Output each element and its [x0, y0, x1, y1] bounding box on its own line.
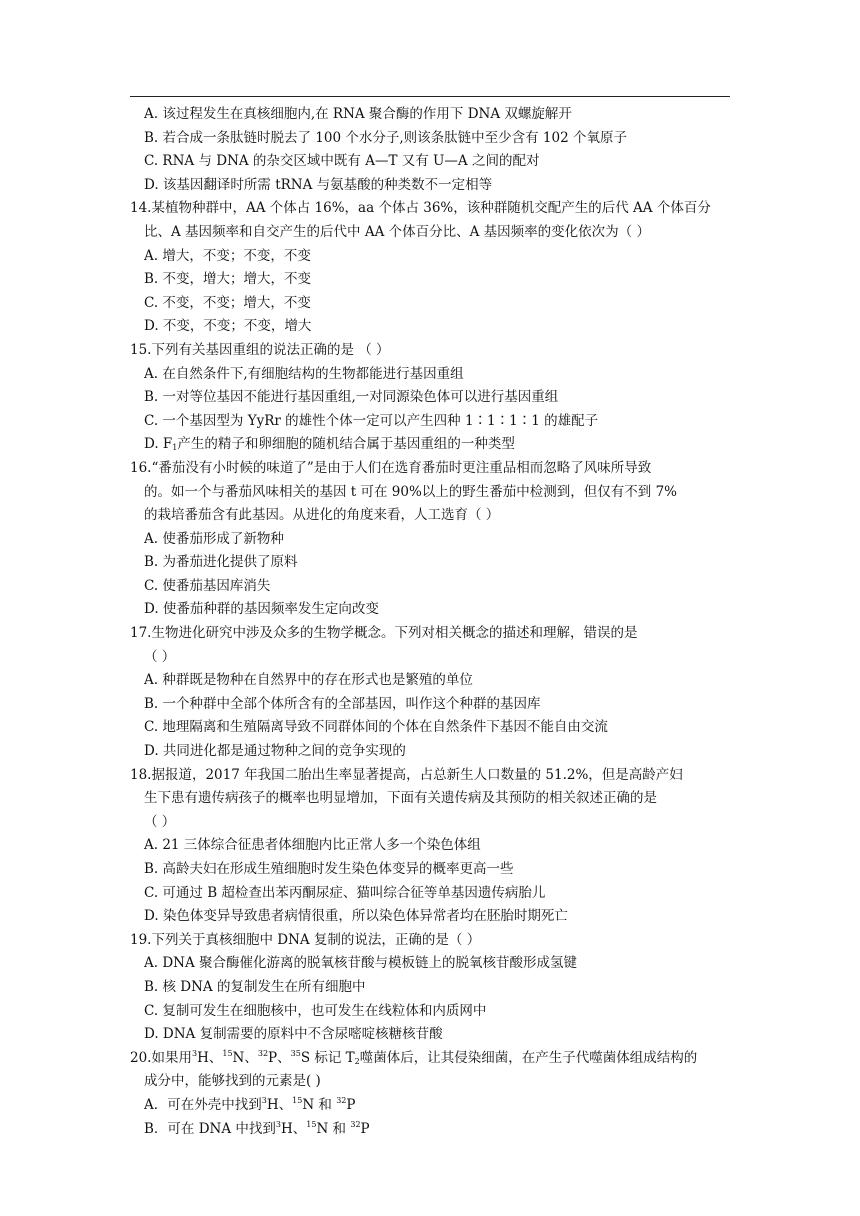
q16-option-a: A. 使番茄形成了新物种 [144, 530, 284, 547]
q15-option-c: C. 一个基因型为 YyRr 的雄性个体一定可以产生四种 1∶1∶1∶1 的雄配子 [144, 412, 599, 429]
q14-option-a: A. 增大，不变；不变，不变 [144, 247, 311, 264]
question-15 [130, 339, 735, 457]
exam-content [130, 103, 735, 1141]
q14-option-c: C. 不变，不变；增大，不变 [144, 294, 311, 311]
q15-stem: 15.下列有关基因重组的说法正确的是 （ ） [130, 341, 390, 358]
q18-option-c: C. 可通过 B 超检查出苯丙酮尿症、猫叫综合征等单基因遗传病胎儿 [144, 884, 546, 901]
q14-stem-line-2: 比、A 基因频率和自交产生的后代中 AA 个体百分比、A 基因频率的变化依次为（ ） [144, 223, 650, 240]
q15-option-b: B. 一对等位基因不能进行基因重组,一对同源染色体可以进行基因重组 [144, 389, 559, 406]
question-13-options [130, 103, 735, 197]
q19-option-d: D. DNA 复制需要的原料中不含尿嘧啶核糖核苷酸 [144, 1026, 443, 1043]
q14-option-d: D. 不变，不变；不变，增大 [144, 318, 312, 335]
q16-option-d: D. 使番茄种群的基因频率发生定向改变 [144, 601, 379, 618]
q20-stem-line-1: 20.如果用$^3$H、$^{15}$N、$^{32}$P、$^{35}$S 标记 $T_2$噬菌体后，让其侵染细菌，在产生子代噬菌体组成结构的 [130, 1048, 698, 1066]
q19-stem: 19.下列关于真核细胞中 DNA 复制的说法，正确的是（ ） [130, 931, 481, 948]
q13-option-b: B. 若合成一条肽链时脱去了 100 个水分子,则该条肽链中至少含有 102 个氧原子 [144, 129, 627, 146]
q19-option-b: B. 核 DNA 的复制发生在所有细胞中 [144, 978, 366, 995]
q17-stem-line-2: （ ） [144, 648, 176, 665]
q20-option-a: A．可在外壳中找到$^3$H、$^{15}$N 和 $^{32}$P [144, 1095, 356, 1113]
q17-option-d: D. 共同进化都是通过物种之间的竞争实现的 [144, 743, 406, 760]
question-20 [130, 1047, 735, 1141]
question-16 [130, 457, 735, 622]
q15-option-d: D. $F_1$产生的精子和卵细胞的随机结合属于基因重组的一种类型 [144, 436, 515, 453]
q19-option-a: A. DNA 聚合酶催化游离的脱氧核苷酸与模板链上的脱氧核苷酸形成氢键 [144, 955, 578, 972]
header-rule [130, 96, 730, 97]
q18-stem-line-1: 18.据报道，2017 年我国二胎出生率显著提高，占总新生人口数量的 51.2%，但是高龄产妇 [130, 766, 683, 783]
q16-stem-line-3: 的栽培番茄含有此基因。从进化的角度来看，人工选育（ ） [144, 507, 500, 524]
q15-option-a: A. 在自然条件下,有细胞结构的生物都能进行基因重组 [144, 365, 464, 382]
q20-option-b: B．可在 DNA 中找到$^3$H、$^{15}$N 和 $^{32}$P [144, 1119, 370, 1137]
q19-option-c: C. 复制可发生在细胞核中，也可发生在线粒体和内质网中 [144, 1002, 487, 1019]
q17-option-b: B. 一个种群中全部个体所含有的全部基因，叫作这个种群的基因库 [144, 695, 541, 712]
q16-option-c: C. 使番茄基因库消失 [144, 577, 271, 594]
question-17 [130, 622, 735, 764]
q13-option-d: D. 该基因翻译时所需 tRNA 与氨基酸的种类数不一定相等 [144, 176, 493, 193]
question-14 [130, 197, 735, 339]
q16-stem-line-1: 16.“番茄没有小时候的味道了”是由于人们在选育番茄时更注重品相而忽略了风味所导致 [130, 459, 652, 476]
q18-stem-line-2: 生下患有遗传病孩子的概率也明显增加，下面有关遗传病及其预防的相关叙述正确的是 [144, 790, 657, 807]
q18-stem-line-3: （ ） [144, 813, 176, 830]
question-19 [130, 929, 735, 1047]
q18-option-d: D. 染色体变异导致患者病情很重，所以染色体异常者均在胚胎时期死亡 [144, 908, 568, 925]
q17-option-c: C. 地理隔离和生殖隔离导致不同群体间的个体在自然条件下基因不能自由交流 [144, 719, 608, 736]
q16-option-b: B. 为番茄进化提供了原料 [144, 554, 298, 571]
question-18 [130, 764, 735, 929]
q18-option-b: B. 高龄夫妇在形成生殖细胞时发生染色体变异的概率更高一些 [144, 861, 514, 877]
q20-stem-line-2: 成分中，能够找到的元素是( ) [144, 1073, 321, 1090]
q17-option-a: A. 种群既是物种在自然界中的存在形式也是繁殖的单位 [144, 672, 473, 689]
q14-stem-line-1: 14.某植物种群中，AA 个体占 16%，aa 个体占 36%，该种群随机交配产生的后代 AA 个体百分 [130, 200, 711, 217]
q13-option-a: A. 该过程发生在真核细胞内,在 RNA 聚合酶的作用下 DNA 双螺旋解开 [144, 106, 572, 122]
q16-stem-line-2: 的。如一个与番茄风味相关的基因 t 可在 90%以上的野生番茄中检测到，但仅有不到 7% [144, 483, 678, 500]
q13-option-c: C. RNA 与 DNA 的杂交区域中既有 A—T 又有 U—A 之间的配对 [144, 153, 540, 170]
q17-stem-line-1: 17.生物进化研究中涉及众多的生物学概念。下列对相关概念的描述和理解，错误的是 [130, 625, 638, 642]
q18-option-a: A. 21 三体综合征患者体细胞内比正常人多一个染色体组 [144, 837, 481, 854]
q14-option-b: B. 不变，增大；增大，不变 [144, 271, 312, 288]
